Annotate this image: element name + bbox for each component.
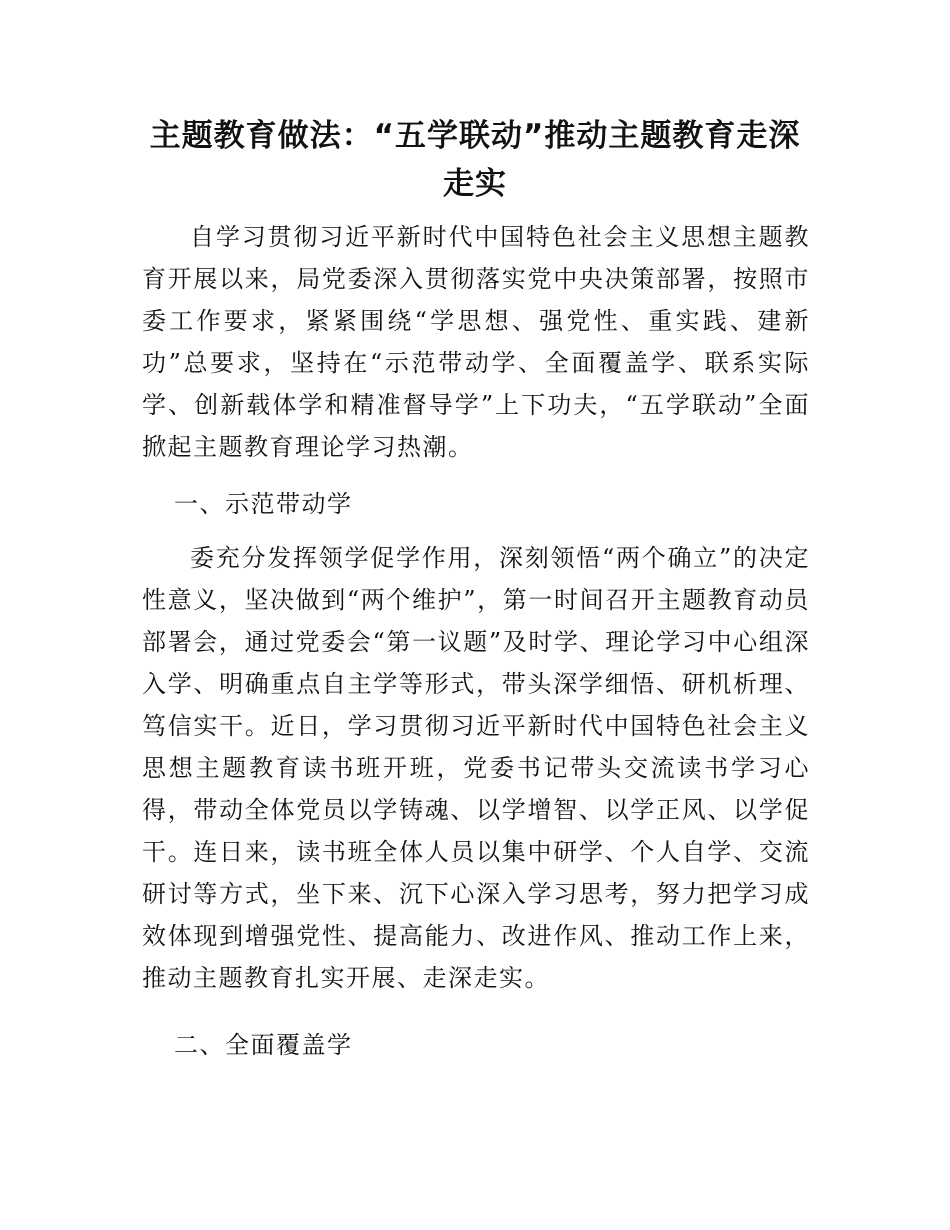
section-heading-2: 二、全面覆盖学 xyxy=(174,1031,353,1059)
section-heading-1: 一、示范带动学 xyxy=(174,490,353,518)
section-paragraph-1: 委充分发挥领学促学作用，深刻领悟“两个确立”的决定性意义，坚决做到“两个维护”，第一时间召开主题教育动员部署会，通过党委会“第一议题”及时学、理论学习中心组深入学、明确重点自主学等形式，带头深学细悟、研机析理、笃信实干。近日，学习贯彻习近平新时代中国特色社会主义思想主题教育读书班开班，党委书记带头交流读书学习心得，带动全体党员以学铸魂、以学增智、以学正风、以学促干。连日来，读书班全体人员以集中研学、个人自学、交流研讨等方式，坐下来、沉下心深入学习思考，努力把学习成效体现到增强党性、提高能力、改进作风、推动工作上来，推动主题教育扎实开展、走深走实。 xyxy=(142,544,810,992)
document-title: 主题教育做法：“五学联动”推动主题教育走深走实 xyxy=(149,118,801,202)
intro-paragraph: 自学习贯彻习近平新时代中国特色社会主义思想主题教育开展以来，局党委深入贯彻落实党中央决策部署，按照市委工作要求，紧紧围绕“学思想、强党性、重实践、建新功”总要求，坚持在“示范带动学、全面覆盖学、联系实际学、创新载体学和精准督导学”上下功夫，“五学联动”全面掀起主题教育理论学习热潮。 xyxy=(142,223,810,461)
